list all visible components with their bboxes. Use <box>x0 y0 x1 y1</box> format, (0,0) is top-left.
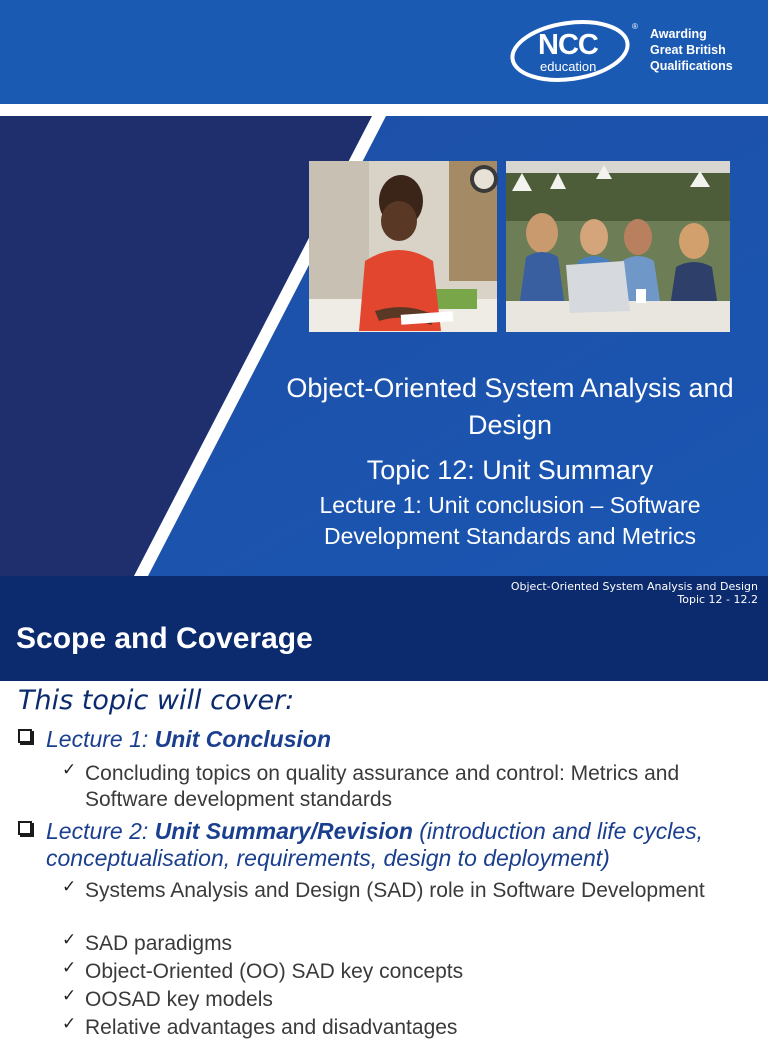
presentation-title <box>250 370 770 444</box>
presentation-title-line: Design <box>467 410 553 440</box>
checkmark-icon: ✓ <box>62 1014 77 1034</box>
sub-item <box>62 761 752 813</box>
lecture-item <box>18 726 758 753</box>
lecture-name: Unit Summary/Revision <box>154 818 413 844</box>
intro-text: This topic will cover: <box>18 685 295 716</box>
lecture-item-text <box>46 726 758 753</box>
lecture-name: Unit Conclusion <box>154 726 332 752</box>
lecture-detail: (introduction and life cycles, conceptualisation, requirements, design to deployment) <box>46 818 704 871</box>
lecture-item <box>18 818 758 872</box>
sub-item-text: Systems Analysis and Design (SAD) role in Software Development <box>85 879 705 902</box>
topic-title: Topic 12: Unit Summary <box>366 455 654 485</box>
lecture-title-line: Lecture 1: Unit conclusion – Software <box>319 492 701 518</box>
sub-item <box>62 987 752 1013</box>
checkmark-icon: ✓ <box>62 958 77 978</box>
slide-reference-title: Object-Oriented System Analysis and Design <box>510 580 758 593</box>
sub-item-text: SAD paradigms <box>85 932 233 955</box>
checkmark-icon: ✓ <box>62 930 77 950</box>
lecture-item-text <box>46 818 758 872</box>
sub-item <box>62 878 752 904</box>
slide-reference <box>511 580 758 606</box>
sub-item-text: Relative advantages and disadvantages <box>85 1016 458 1039</box>
scope-slide <box>0 576 768 1039</box>
title-block <box>250 370 770 552</box>
logo-registered-mark: ® <box>632 22 638 31</box>
student-writing-photo <box>309 161 497 332</box>
scope-title: Scope and Coverage <box>16 622 313 655</box>
checkmark-icon: ✓ <box>62 986 77 1006</box>
sub-item-text: OOSAD key models <box>85 988 273 1011</box>
group-study-photo <box>506 161 730 332</box>
logo-tagline-line: Qualifications <box>650 59 733 73</box>
logo-subbrand: education <box>540 59 597 74</box>
logo-tagline-line: Awarding <box>650 27 707 41</box>
sub-item-text: Concluding topics on quality assurance and control: Metrics and Software development standards <box>85 762 680 811</box>
presentation-title-line: Object-Oriented System Analysis and <box>286 373 734 403</box>
logo-tagline-line: Great British <box>650 43 726 57</box>
scope-header <box>0 576 768 681</box>
lecture-title-line: Development Standards and Metrics <box>323 523 697 549</box>
lecture-title <box>250 490 770 552</box>
checkmark-icon: ✓ <box>62 760 77 780</box>
lecture-prefix: Lecture 2: <box>46 818 155 844</box>
slide-reference-number: Topic 12 - 12.2 <box>677 593 758 606</box>
header-bar <box>0 0 768 104</box>
sub-item-text: Object-Oriented (OO) SAD key concepts <box>85 960 464 983</box>
sub-item <box>62 959 752 985</box>
logo-tagline <box>650 26 733 74</box>
lecture-prefix: Lecture 1: <box>46 726 155 752</box>
logo-brand: NCC <box>538 29 598 61</box>
checkbox-bullet-icon <box>18 729 32 743</box>
sub-item <box>62 1015 752 1041</box>
checkbox-bullet-icon <box>18 821 32 835</box>
checkmark-icon: ✓ <box>62 877 77 897</box>
sub-item <box>62 931 752 957</box>
ncc-education-logo <box>506 18 736 84</box>
